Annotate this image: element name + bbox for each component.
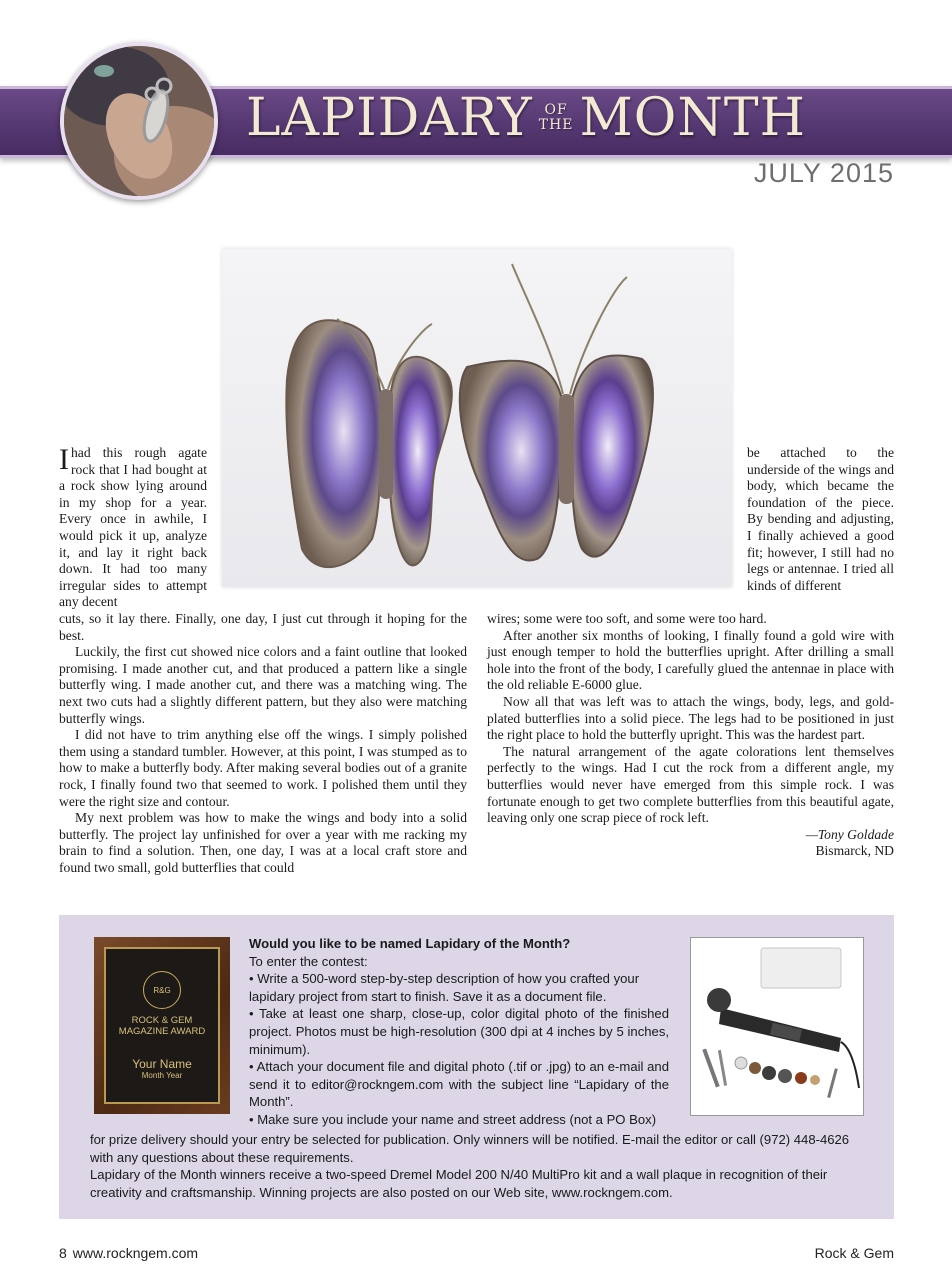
drop-cap: I <box>59 443 69 476</box>
butterfly-photo <box>222 249 732 587</box>
contest-text-top: Would you like to be named Lapidary of the Month? To enter the contest: • Write a 500-word step-by-step description of how you crafted your lapidary project from start to finish. Save it as a document file. • Take at least one sharp, close-up, color digital photo of the finished project. Photos must be high-resolution (300 dpi at 4 inches by 5 inches, minimum). • Attach your document file and digital photo (.tif or .jpg) to an e-mail and send it to editor@rockngem.com with the subject line “Lapidary of the Month”. • Make sure you include your name and street address (not a PO Box) <box>249 936 669 1127</box>
article-left-narrow: Ihad this rough agate rock that I had bought at a rock show lying around in my shop for a year. Every once in awhile, I would pick it up, analyze it, and lay it right back down. It had too many irregular sides to attempt any decent <box>59 443 207 610</box>
page-title: LAPIDARY OF THE MONTH <box>246 88 806 148</box>
contest-text-bottom: for prize delivery should your entry be selected for publication. Only winners will be notified. E-mail the editor or call (972) 448-4626 with any questions about these requirements. Lapidary of the Month winners receive a two-speed Dremel Model 200 N/40 MultiPro kit and a wall plaque in recognition of their creativity and craftsmanship. Winning projects are also posted on our Web site, www.rockngem.com. <box>90 1132 850 1200</box>
contest-box <box>59 915 894 1219</box>
contest-heading: Would you like to be named Lapidary of the Month? <box>249 936 571 951</box>
article-right-narrow: be attached to the underside of the wings and body, which became the foundation of the piece. By bending and adjusting, I finally achieved a good fit; however, I still had no legs or antennae. I tried all kinds of different <box>747 445 894 593</box>
author-location: Bismarck, ND <box>815 843 894 859</box>
award-plaque-image: R&G ROCK & GEM MAGAZINE AWARD Your Name Month Year <box>94 937 230 1114</box>
header-medallion-photo <box>60 42 218 200</box>
issue-date: JULY 2015 <box>753 158 894 188</box>
author-signature: —Tony Goldade <box>805 826 894 842</box>
article-right-column: wires; some were too soft, and some were too hard. After another six months of looking, I finally found a gold wire with just enough temper to hold the butterflies upright. After drilling a small hole into the front of the body, I carefully glued the antennae in place with the old reliable E-6000 glue. Now all that was left was to attach the wings, body, legs, and gold-plated butterflies into a solid piece. The legs had to be positioned in just the right place to hold the butterfly upright. This was the hardest part. The natural arrangement of the agate colorations lent themselves perfectly to the wings. Had I cut the rock from a different angle, my butterflies would never have emerged from this simple rock. I was fortunate enough to get two complete butterflies from this beautiful agate, leaving only one scrap piece of rock left. —Tony Goldade Bismarck, ND <box>487 611 894 859</box>
article-left-column: cuts, so it lay there. Finally, one day, I just cut through it hoping for the best. Luckily, the first cut showed nice colors and a faint outline that looked promising. I made another cut, and that produced a pattern like a single butterfly wing. I made another cut, and there was a matching wing. The next two cuts had a slightly different pattern, but they also were matching butterfly wings. I did not have to trim anything else off the wings. I simply polished them using a standard tumbler. However, at this point, I was stumped as to how to make a butterfly body. After making several bodies out of a granite rock, I finally found two that seemed to work. I polished them until they were the right size and contour. My next problem was how to make the wings and body into a solid butterfly. The project lay unfinished for over a year with me racking my brain to find a solution. Then, one day, I was at a local craft store and found two small, gold butterflies that could <box>59 611 467 875</box>
dremel-kit-image <box>690 937 864 1116</box>
footer-website-link[interactable]: www.rockngem.com <box>72 1245 199 1261</box>
plaque-seal-icon: R&G <box>143 971 181 1009</box>
page-number: 8 <box>59 1245 67 1261</box>
footer-left <box>59 1245 198 1261</box>
footer-magazine-name: Rock & Gem <box>814 1245 894 1261</box>
